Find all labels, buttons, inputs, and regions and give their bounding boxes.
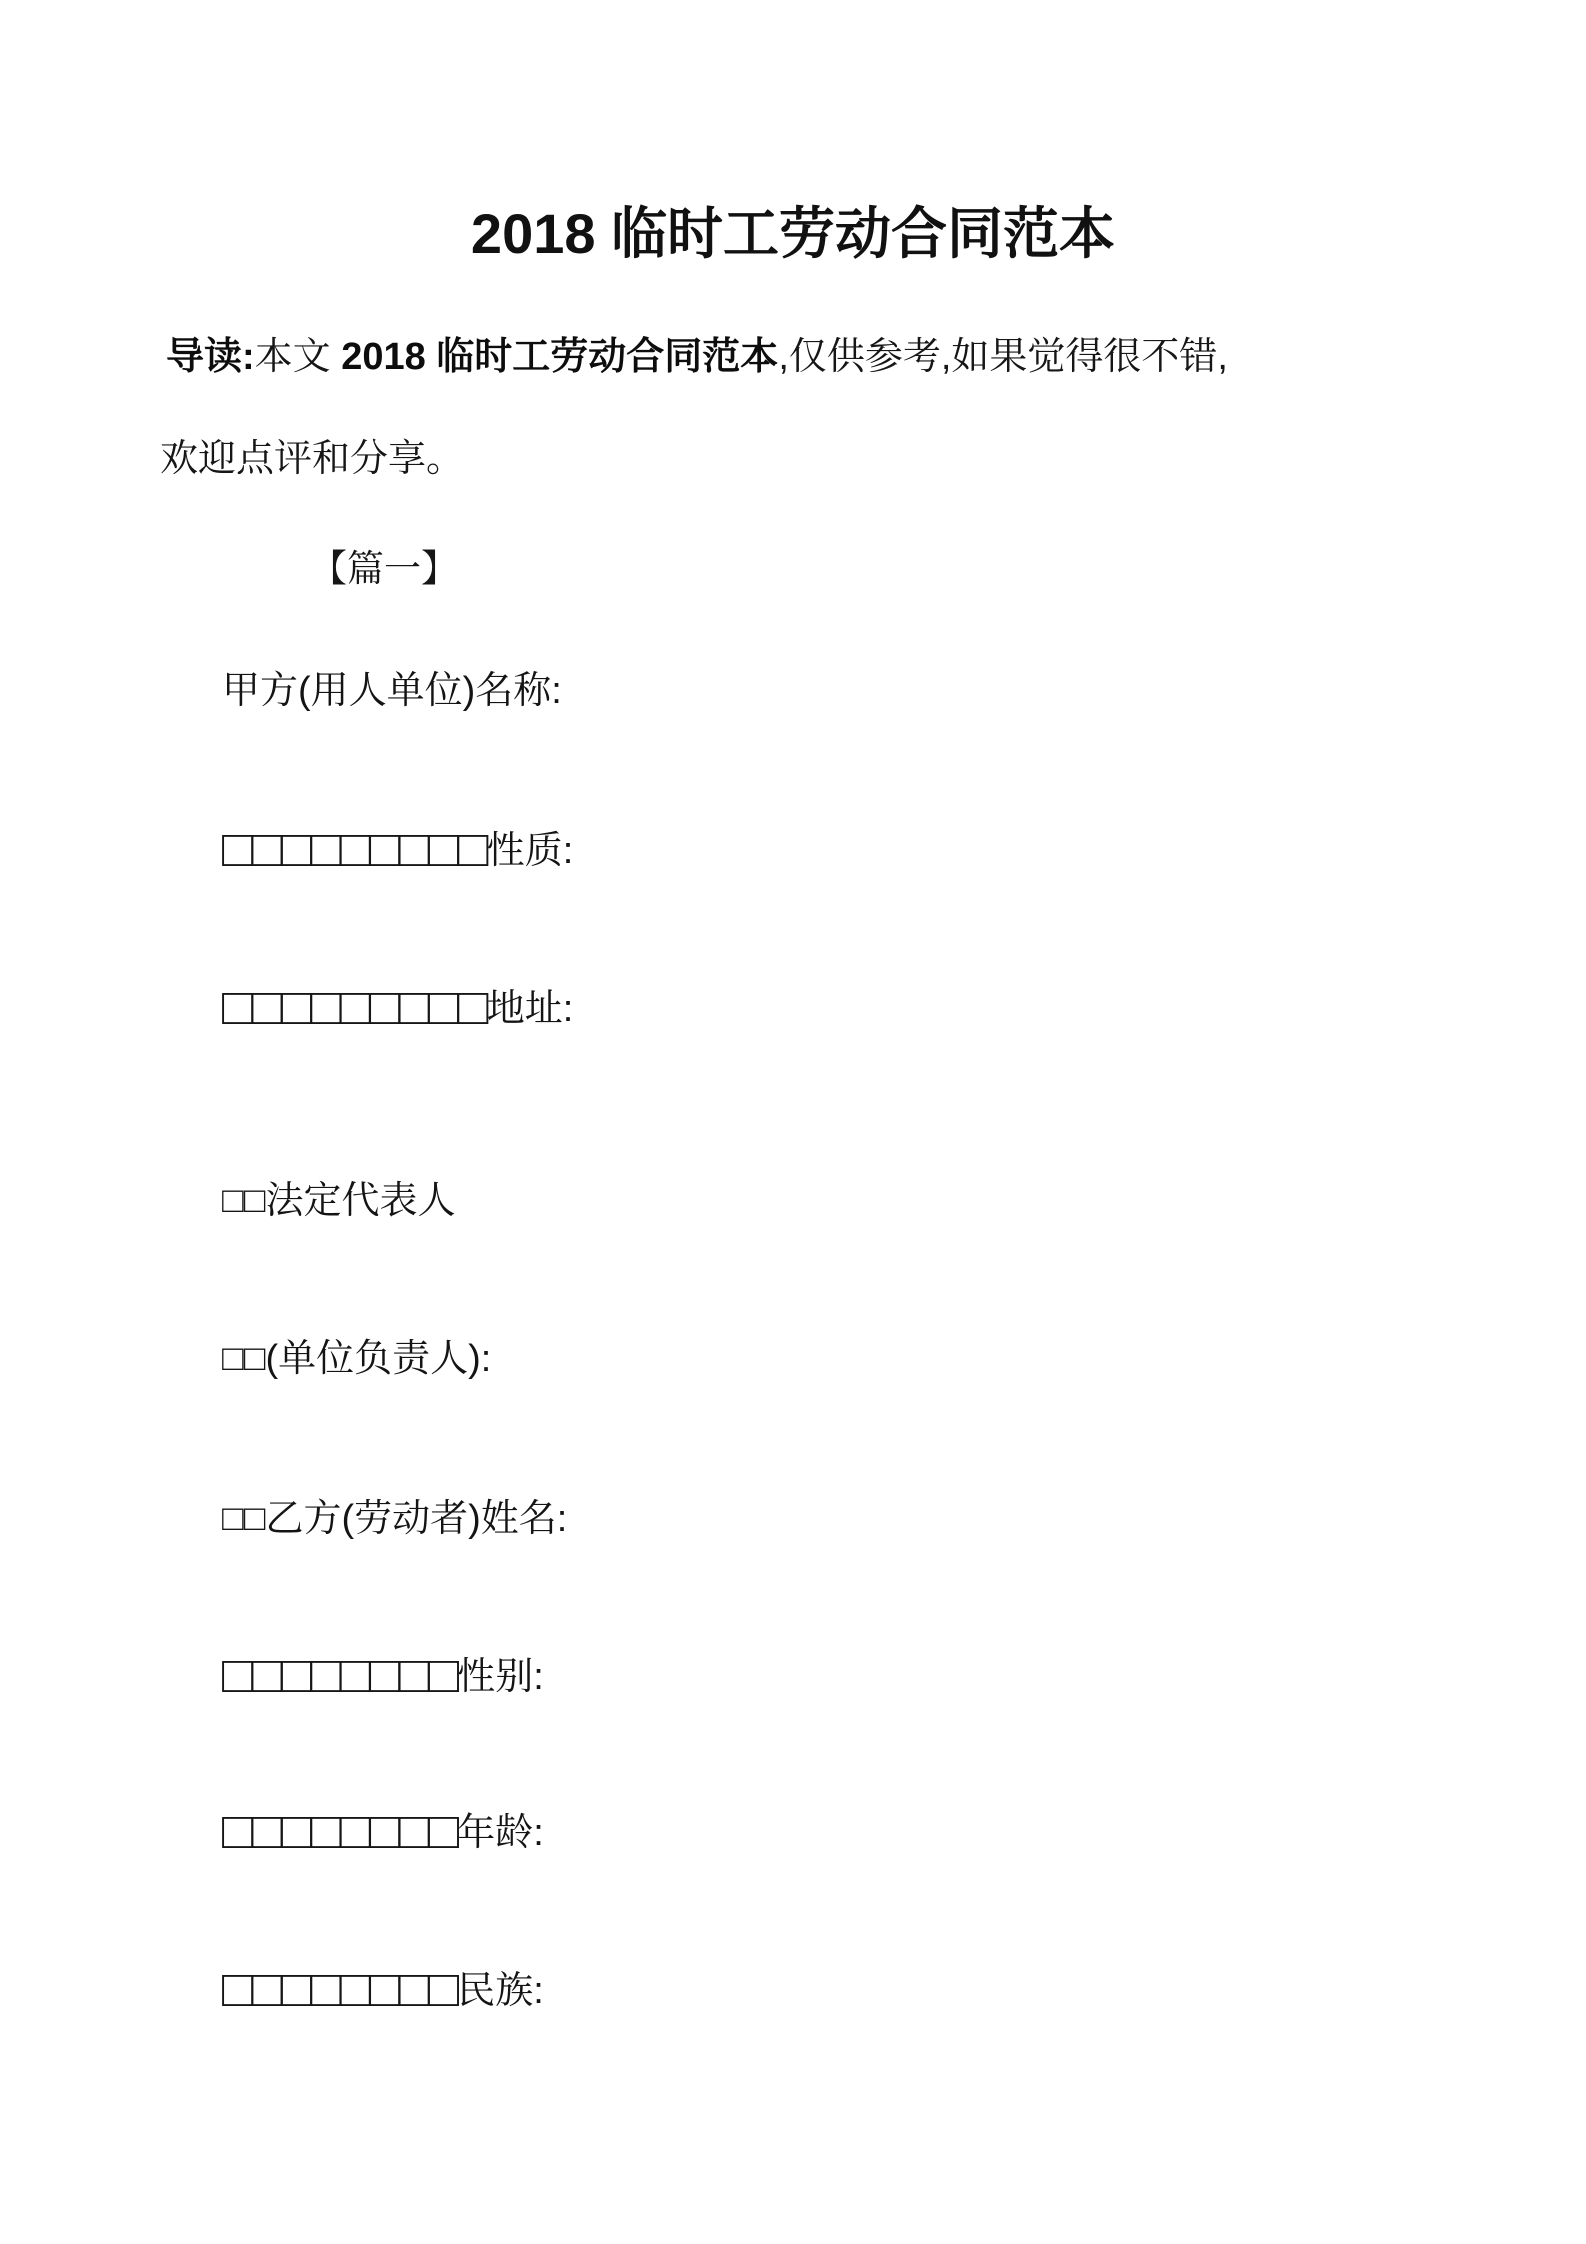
field-label: 甲方(用人单位)名称:: [222, 670, 562, 712]
field-ethnicity: [222, 1960, 544, 2018]
field-company-type: [222, 820, 574, 878]
field-label: 民族:: [457, 1970, 544, 2012]
document-title: 2018 临时工劳动合同范本: [470, 202, 1116, 265]
field-label: 乙方(劳动者)姓名:: [265, 1498, 568, 1540]
field-label: 法定代表人: [265, 1180, 456, 1222]
lead-bold-title: 2018 临时工劳动合同范本: [341, 336, 779, 378]
field-label: (单位负责人):: [265, 1338, 492, 1380]
placeholder-boxes: □□□□□□□□: [222, 1960, 458, 2018]
field-company-name: [222, 668, 562, 716]
field-label: 年龄:: [457, 1812, 544, 1854]
field-label: 性别:: [457, 1656, 544, 1698]
field-unit-manager: [222, 1336, 491, 1384]
field-age: [222, 1802, 544, 1860]
placeholder-boxes: □□□□□□□□□: [222, 820, 487, 878]
field-label: 地址:: [486, 988, 574, 1030]
placeholder-boxes: □□: [222, 1337, 266, 1378]
field-party-b-name: [222, 1496, 567, 1544]
placeholder-boxes: □□□□□□□□: [222, 1802, 458, 1860]
placeholder-boxes: □□□□□□□□: [222, 1646, 458, 1704]
lead-paragraph-line-2: 欢迎点评和分享。: [160, 438, 465, 480]
field-gender: [222, 1646, 544, 1704]
field-legal-representative: [222, 1178, 456, 1226]
field-label: 性质:: [486, 830, 574, 872]
placeholder-boxes: □□□□□□□□□: [222, 978, 487, 1036]
lead-text-2: ,仅供参考,如果觉得很不错,: [778, 336, 1228, 378]
section-marker-part-one: 【篇一】: [310, 548, 458, 589]
placeholder-boxes: □□: [222, 1497, 266, 1538]
lead-paragraph-line-1: [166, 334, 1228, 382]
placeholder-boxes: □□: [222, 1179, 266, 1220]
lead-label: 导读:: [166, 336, 255, 378]
lead-text-1: 本文: [254, 336, 342, 378]
field-company-address: [222, 978, 574, 1036]
